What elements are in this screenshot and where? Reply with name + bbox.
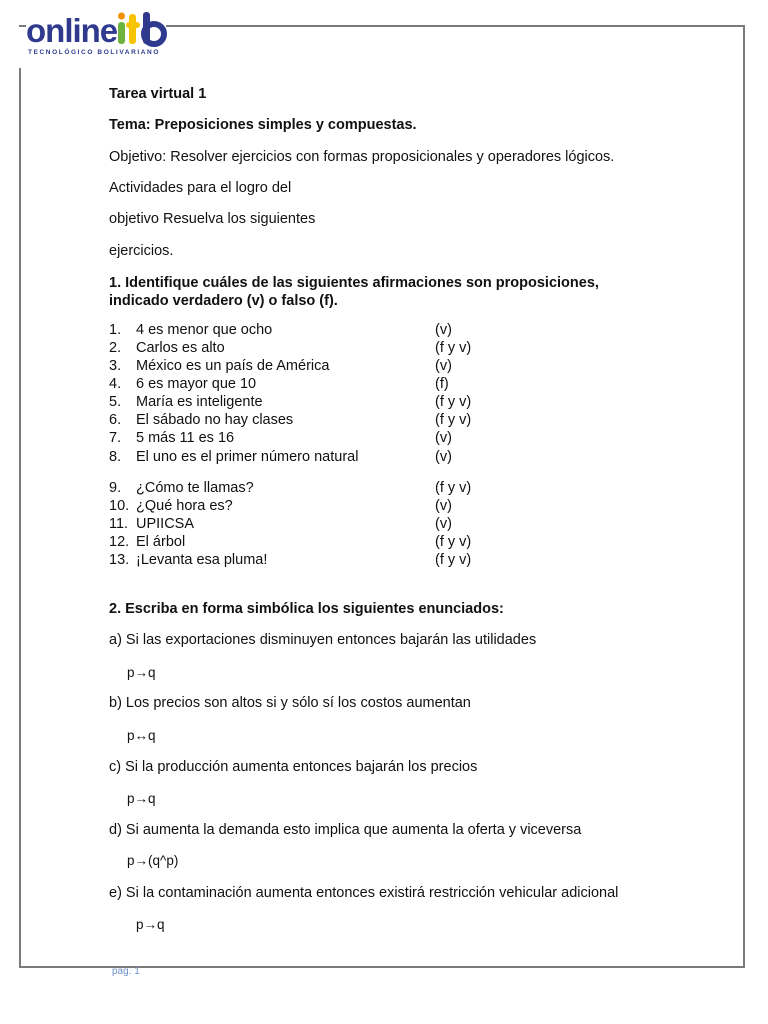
item-number: 4. — [109, 376, 122, 392]
item-answer: (v) — [435, 516, 452, 532]
item-number: 1. — [109, 322, 122, 338]
statement-symbolic: p→(q^p) — [127, 853, 179, 868]
item-text: El sábado no hay clases — [136, 412, 294, 428]
logo-wordmark — [26, 12, 117, 50]
item-number: 3. — [109, 358, 122, 374]
statement-symbolic: p→q — [127, 665, 156, 680]
item-text: 6 es mayor que 10 — [136, 376, 257, 392]
item-answer: (f y v) — [435, 412, 472, 428]
item-answer: (v) — [435, 430, 452, 446]
item-number: 10. — [109, 498, 130, 514]
logo-itb-mark — [116, 12, 168, 48]
logo-word-online: online — [26, 12, 118, 49]
statement-text: b) Los precios son altos si y sólo sí los costos aumentan — [109, 695, 471, 711]
section1-heading: 1. Identifique cuáles de las siguientes afirmaciones son proposiciones, — [109, 275, 599, 291]
item-answer: (f y v) — [435, 480, 472, 496]
item-text: El uno es el primer número natural — [136, 449, 359, 465]
activities-line: objetivo Resuelva los siguientes — [109, 211, 316, 227]
section1-heading: indicado verdadero (v) o falso (f). — [109, 293, 338, 309]
item-number: 2. — [109, 340, 122, 356]
statement-text: c) Si la producción aumenta entonces bajarán los precios — [109, 759, 478, 775]
statement-symbolic: p→q — [136, 917, 165, 932]
item-answer: (v) — [435, 449, 452, 465]
statement-text: a) Si las exportaciones disminuyen entonces bajarán las utilidades — [109, 632, 537, 648]
item-text: UPIICSA — [136, 516, 195, 532]
statement-text: e) Si la contaminación aumenta entonces existirá restricción vehicular adicional — [109, 885, 619, 901]
item-answer: (v) — [435, 358, 452, 374]
item-text: El árbol — [136, 534, 186, 550]
item-answer: (v) — [435, 498, 452, 514]
item-text: México es un país de América — [136, 358, 330, 374]
logo-tagline: TECNOLÓGICO BOLIVARIANO — [28, 49, 161, 56]
statement-symbolic: p↔q — [127, 728, 156, 743]
item-answer: (f) — [435, 376, 449, 392]
item-answer: (f y v) — [435, 340, 472, 356]
item-text: ¿Cómo te llamas? — [136, 480, 254, 496]
item-number: 12. — [109, 534, 130, 550]
item-number: 13. — [109, 552, 130, 568]
item-number: 11. — [109, 516, 129, 532]
doc-objective: Objetivo: Resolver ejercicios con formas proposicionales y operadores lógicos. — [109, 149, 615, 165]
item-number: 6. — [109, 412, 122, 428]
activities-line: ejercicios. — [109, 243, 174, 259]
item-answer: (v) — [435, 322, 452, 338]
online-itb-logo — [26, 12, 166, 60]
item-number: 9. — [109, 480, 122, 496]
item-text: ¿Qué hora es? — [136, 498, 233, 514]
statement-text: d) Si aumenta la demanda esto implica que aumenta la oferta y viceversa — [109, 822, 582, 838]
item-text: María es inteligente — [136, 394, 263, 410]
item-number: 8. — [109, 449, 122, 465]
activities-line: Actividades para el logro del — [109, 180, 292, 196]
item-answer: (f y v) — [435, 394, 472, 410]
item-text: Carlos es alto — [136, 340, 225, 356]
section2-heading: 2. Escriba en forma simbólica los siguientes enunciados: — [109, 601, 504, 617]
item-answer: (f y v) — [435, 552, 472, 568]
item-number: 5. — [109, 394, 122, 410]
item-answer: (f y v) — [435, 534, 472, 550]
doc-title: Tarea virtual 1 — [109, 86, 207, 102]
item-text: 4 es menor que ocho — [136, 322, 273, 338]
statement-symbolic: p→q — [127, 791, 156, 806]
doc-topic: Tema: Preposiciones simples y compuestas. — [109, 117, 417, 133]
item-number: 7. — [109, 430, 122, 446]
page-frame-left-edge — [19, 68, 21, 968]
item-text: 5 más 11 es 16 — [136, 430, 235, 446]
page-number: pág. 1 — [112, 966, 140, 977]
item-text: ¡Levanta esa pluma! — [136, 552, 268, 568]
